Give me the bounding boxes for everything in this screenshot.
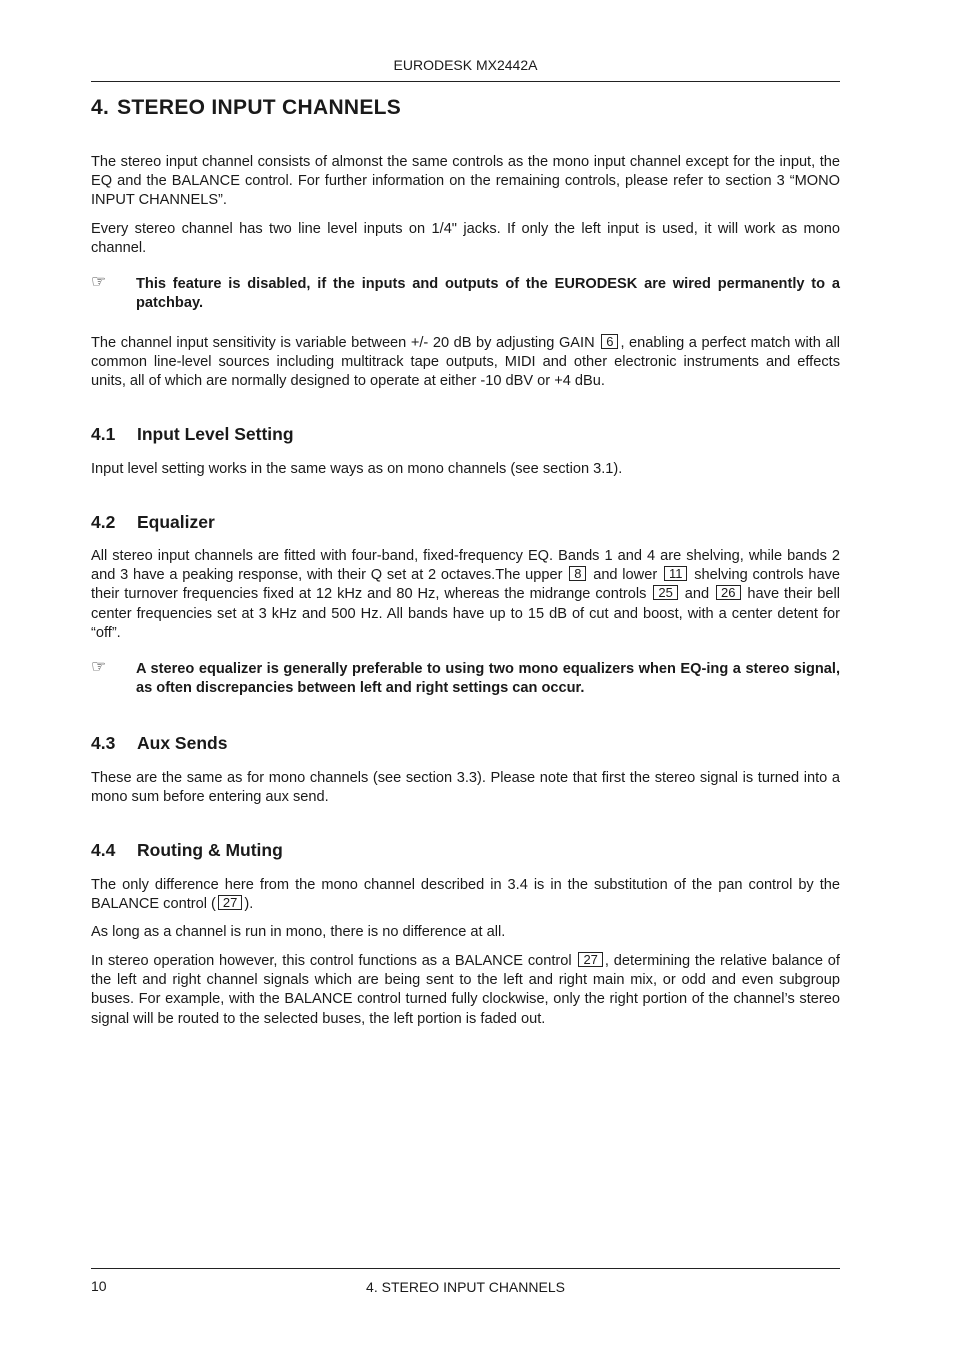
intro-paragraph-3-b: , enabling a perfect match with all common line-level sources including multitrack tape outputs, MIDI and other electronic instruments and effects units, all of which are normally designed to operate at either -10 dBV or +4 dBu. xyxy=(91,335,841,390)
control-ref-upper: 8 xyxy=(569,566,586,581)
section-title: Input Level Setting xyxy=(137,424,294,444)
chapter-title: STEREO INPUT CHANNELS xyxy=(117,96,402,119)
pointing-hand-icon: ☞ xyxy=(91,272,107,291)
footer-rule xyxy=(91,1268,840,1269)
note-patchbay-text: This feature is disabled, if the inputs and outputs of the EURODESK are wired permanently to a patchbay. xyxy=(136,276,840,312)
section-number: 4.2 xyxy=(91,512,116,532)
control-ref-mid-1: 25 xyxy=(653,585,677,600)
intro-paragraph-1: The stereo input channel consists of almonst the same controls as the mono input channel except for the input, the EQ and the BALANCE control. For further information on the remaining controls, please refer to section 3 “MONO INPUT CHANNELS”. xyxy=(91,154,840,209)
section-4-4-text-d: , determining the relative balance of the left and right channel signals which are being sent to the left and right main mix, or odd and even subgroup buses. For example, with the BALANCE control turned fully clockwise, only the right portion of the channel’s stereo signal will be routed to the selected buses, the left portion is faded out. xyxy=(91,953,840,1027)
running-footer: 4. STEREO INPUT CHANNELS xyxy=(366,1279,565,1295)
section-4-4-paragraph-1 xyxy=(91,876,840,914)
section-4-2-text-d: and xyxy=(684,586,710,603)
intro-paragraph-3-a: The channel input sensitivity is variable between +/- 20 dB by adjusting GAIN xyxy=(91,335,595,351)
section-title: Aux Sends xyxy=(137,733,228,753)
section-4-3-paragraph: These are the same as for mono channels (see section 3.3). Please note that first the stereo signal is turned into a mono sum before entering aux send. xyxy=(91,770,840,806)
control-ref-mid-2: 26 xyxy=(716,585,740,600)
control-ref-gain: 6 xyxy=(601,334,618,349)
note-patchbay xyxy=(91,272,840,313)
section-4-4-paragraph-2: As long as a channel is run in mono, there is no difference at all. xyxy=(91,924,506,940)
section-4-4-text-a: The only difference here from the mono channel described in 3.4 is in the substitution of the pan control by the BALANCE control ( xyxy=(91,877,840,913)
section-4-2-text-c: shelving controls have their turnover frequencies fixed at 12 kHz and 80 Hz, whereas the midrange controls xyxy=(91,567,840,603)
section-heading-4-1 xyxy=(91,424,294,445)
section-4-4-text-b: ). xyxy=(244,896,254,913)
section-number: 4.4 xyxy=(91,840,116,860)
section-4-2-text-a: All stereo input channels are fitted with four-band, fixed-frequency EQ. Bands 1 and 4 are shelving, while bands 2 and 3 have a peaking response, with their Q set at 2 octaves.The upper xyxy=(91,548,840,584)
section-title: Routing & Muting xyxy=(137,840,283,860)
section-number: 4.3 xyxy=(91,733,116,753)
intro-paragraph-2: Every stereo channel has two line level inputs on 1/4" jacks. If only the left input is used, it will work as mono channel. xyxy=(91,221,840,257)
control-ref-balance: 27 xyxy=(218,895,242,910)
pointing-hand-icon: ☞ xyxy=(91,657,107,676)
running-header: EURODESK MX2442A xyxy=(393,57,538,73)
section-4-2-paragraph xyxy=(91,547,840,643)
section-4-4-paragraph-3 xyxy=(91,952,840,1029)
intro-paragraph-3 xyxy=(91,334,840,392)
control-ref-lower: 11 xyxy=(664,566,688,581)
section-title: Equalizer xyxy=(137,512,215,532)
page-number: 10 xyxy=(91,1278,107,1294)
chapter-heading xyxy=(91,96,401,120)
section-4-1-paragraph: Input level setting works in the same ways as on mono channels (see section 3.1). xyxy=(91,461,623,477)
section-heading-4-4 xyxy=(91,840,283,861)
note-stereo-eq xyxy=(91,657,840,698)
section-heading-4-2 xyxy=(91,512,215,533)
section-4-2-text-e: have their bell center frequencies set at 3 kHz and 500 Hz. All bands have up to 15 dB of cut and boost, with a center detent for “off”. xyxy=(91,586,840,641)
section-heading-4-3 xyxy=(91,733,227,754)
chapter-number: 4. xyxy=(91,96,110,119)
note-stereo-eq-text: A stereo equalizer is generally preferable to using two mono equalizers when EQ-ing a stereo signal, as often discrepancies between left and right settings can occur. xyxy=(136,661,840,697)
control-ref-balance: 27 xyxy=(578,952,602,967)
section-number: 4.1 xyxy=(91,424,116,444)
section-4-4-text-c: In stereo operation however, this control functions as a BALANCE control xyxy=(91,953,572,969)
header-rule xyxy=(91,81,840,82)
section-4-2-text-b: and lower xyxy=(593,567,658,584)
